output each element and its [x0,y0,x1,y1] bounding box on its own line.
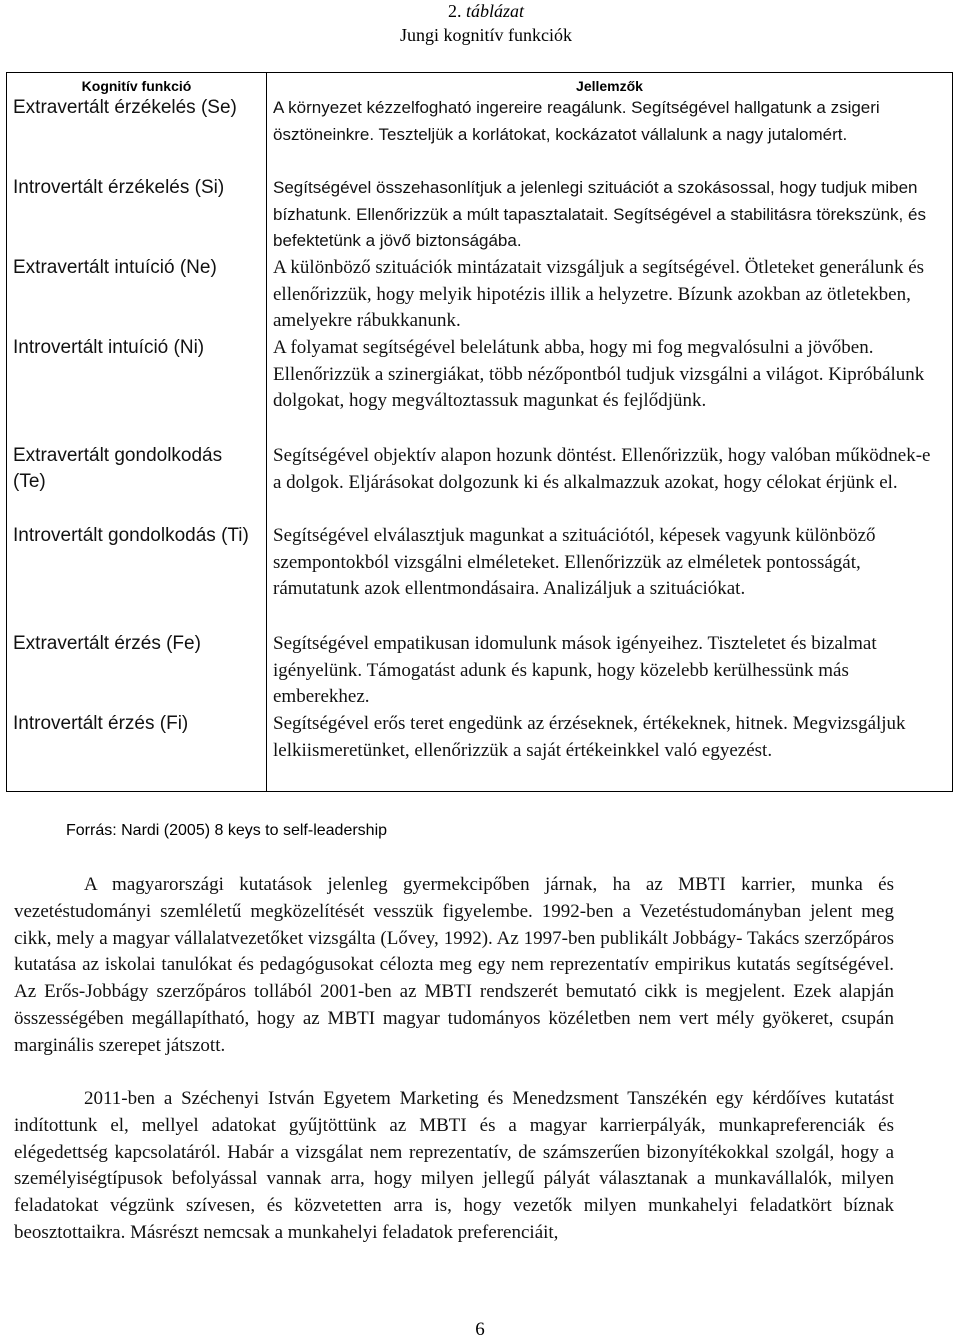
table-header-row [7,73,953,96]
description-cell: Segítségével objektív alapon hozunk döntést. Ellenőrizzük, hogy valóban működnek-e a dolgok. Eljárásokat dolgozunk ki és alkalmazzuk azokat, hogy célokat érjünk el. [273,445,931,493]
page-number: 6 [475,1319,485,1340]
description-cell: A környezet kézzelfogható ingereire reagálunk. Segítségével hallgatunk a zsigeri ösztöneinkre. Teszteljük a korlátokat, kockázatot vállalunk a nagy jutalomért. [273,98,880,144]
function-cell: Extravertált érzés (Fe) [7,631,267,711]
body-paragraph: 2011-ben a Széchenyi István Egyetem Marketing és Menedzsment Tanszékén egy kérdőíves kutatást indítottunk el, mellyel adatokat gyűjtöttünk az MBTI és a magyar karrierpályák, munkapreferenciák és elégedettség kapcsolatáról. Habár a vizsgálat nem reprezentatív, de számszerűen bizonyítékokkal szolgál, hogy a személyiségtípusok befolyással vannak arra, hogy milyen jellegű pályát választanak a munkavállalók, milyen feladatokat végzünk szívesen, és közvetetten arra is, hogy vezetők milyen munkahelyi feladatkört bíznak beosztottaikra. Másrészt nemcsak a munkahelyi feladatok preferenciáit, [14,1088,894,1243]
description-cell: Segítségével empatikusan idomulunk mások igényeihez. Tiszteletet és bizalmat igényelünk. Támogatást adunk és kapunk, hogy közelebb kerülhessünk más emberekhez. [273,633,877,707]
description-cell: Segítségével összehasonlítjuk a jelenlegi szituációt a szokásossal, hogy tudjuk miben bízhatunk. Ellenőrizzük a múlt tapasztalatait. Segítségével a stabilitásra törekszünk, és befektetünk a jövő biztonságába. [273,178,926,250]
description-cell: Segítségével erős teret engedünk az érzéseknek, értékeknek, hitnek. Megvizsgáljuk lelkiismeretünket, ellenőrizzük a saját értékeinkkel való egyezést. [273,713,906,761]
function-cell: Extravertált intuíció (Ne) [7,255,267,335]
table-row [7,175,953,255]
function-cell: Introvertált érzékelés (Si) [7,175,267,255]
description-cell: Segítségével elválasztjuk magunkat a szituációtól, képesek vagyunk különböző szempontokból vizsgálni elméleteket. Ellenőrizzük az elméletek pontosságát, rámutatunk azok ellentmondásaira. Analizáljuk a szituációkat. [273,525,876,599]
header-function: Kognitív funkció [7,73,267,96]
function-cell: Introvertált intuíció (Ni) [7,335,267,443]
caption-number: 2. [447,1,462,21]
function-cell: Introvertált gondolkodás (Ti) [7,523,267,631]
table-row [7,95,953,175]
header-description: Jellemzők [576,78,643,94]
table-row [7,631,953,711]
function-cell: Extravertált gondolkodás (Te) [7,443,267,523]
function-cell: Extravertált érzékelés (Se) [7,95,267,175]
table-row [7,523,953,631]
description-cell: A különböző szituációk mintázatait vizsgáljuk a segítségével. Ötleteket generálunk és ellenőrizzük, hogy melyik hipotézis illik a helyzetre. Bízunk azokban az ötletekben, amelyekre rábukkanunk. [273,257,925,331]
table-row [7,255,953,335]
cognitive-functions-table [6,72,953,792]
table-caption-title: Jungi kognitív funkciók [400,25,572,45]
description-cell: A folyamat segítségével belelátunk abba, hogy mi fog megvalósulni a jövőben. Ellenőrizzük a szinergiákat, több nézőpontból tudjuk vizsgálni a világot. Kipróbálunk dolgokat, hogy megváltoztassuk magunkat és fejlődjünk. [273,337,925,411]
table-row [7,443,953,523]
table-row [7,335,953,443]
table-source-note: Forrás: Nardi (2005) 8 keys to self-leadership [66,822,388,839]
table-row [7,711,953,791]
function-cell: Introvertált érzés (Fi) [7,711,267,791]
caption-label: táblázat [465,1,524,21]
table-caption-number [12,0,960,22]
body-paragraph: A magyarországi kutatások jelenleg gyermekcipőben járnak, ha az MBTI karrier, munka és vezetéstudományi szemléletű megközelítését vesszük figyelembe. 1992-ben a Vezetéstudományban jelent meg cikk, mely a magyar vállalatvezetőket vizsgálta (Lővey, 1992). Az 1997-ben publikált Jobbágy- Takács szerzőpáros kutatása az iskolai tanulókat és pedagógusokat célozta meg egy nem reprezentatív empirikus kutatás segítségével. Az Erős-Jobbágy szerzőpáros tollából 2001-ben az MBTI rendszerét bemutató cikk is megjelent. Ezek alapján összességében megállapítható, hogy az MBTI magyar tudományos közéletben nem vert mély gyökeret, csupán marginális szerepet játszott. [14,874,894,1056]
